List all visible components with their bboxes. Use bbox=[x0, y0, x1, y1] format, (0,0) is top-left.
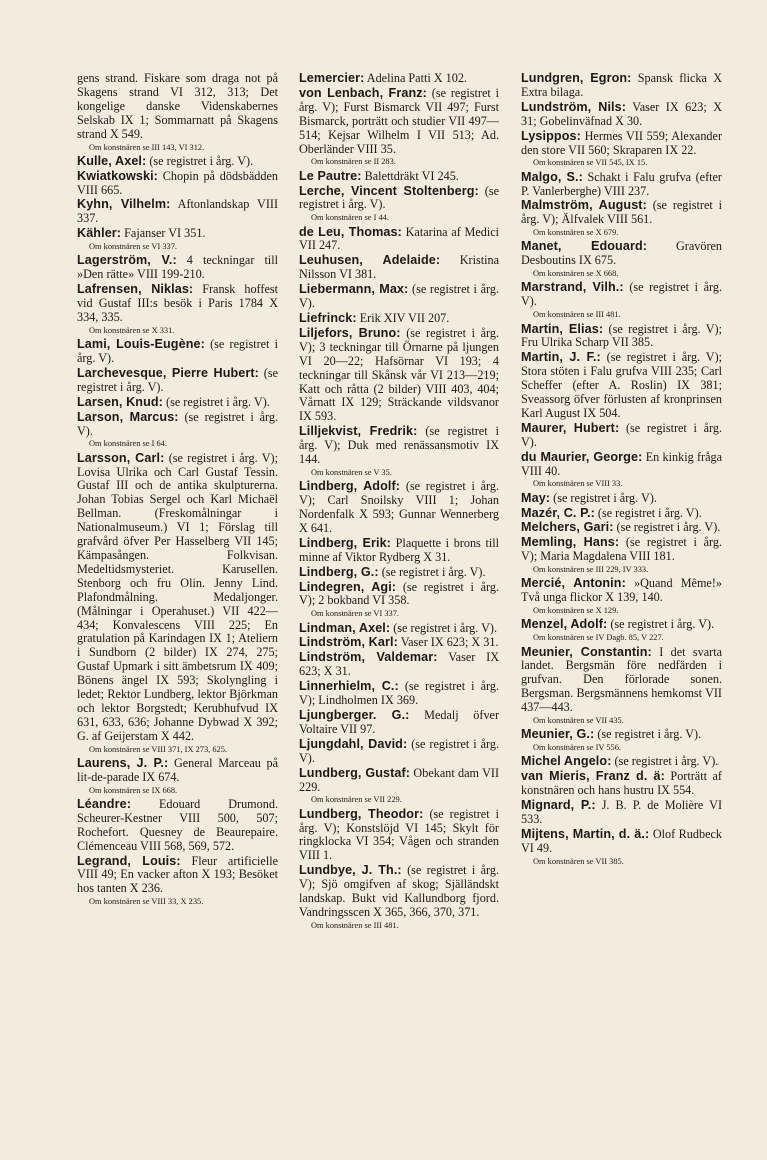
artist-name: du Maurier, George: bbox=[521, 449, 643, 464]
entry-text: gens strand. Fiskare som draga not på Skagens strand VI 312, 313; Det kongelige danske Videnskabernes Selskab IX 1; Sommarnatt på Skagens strand X 549. bbox=[77, 71, 278, 141]
register-entry bbox=[299, 636, 499, 650]
entry-text: Fleur artificielle VIII 49; En vacker afton X 193; Besöket hos tanten X 236. bbox=[77, 853, 278, 896]
artist-reference-note: Om konstnären se VIII 33. bbox=[533, 479, 623, 489]
entry-text: Balettdräkt VI 245. bbox=[364, 168, 459, 183]
artist-name: Liljefors, Bruno: bbox=[299, 325, 401, 340]
artist-name: von Lenbach, Franz: bbox=[299, 85, 427, 100]
register-entry bbox=[521, 577, 722, 605]
register-entry bbox=[299, 283, 499, 311]
artist-reference-note: Om konstnären se I 64. bbox=[89, 439, 167, 449]
artist-name: Lindman, Axel: bbox=[299, 620, 391, 635]
artist-name: Ljungdahl, David: bbox=[299, 736, 408, 751]
artist-name: Leuhusen, Adelaide: bbox=[299, 253, 441, 268]
register-entry bbox=[521, 770, 722, 798]
artist-name: Le Pautre: bbox=[299, 168, 362, 183]
register-entry bbox=[521, 521, 722, 535]
register-entry bbox=[299, 185, 499, 213]
entry-text: (se registret i årg. V). bbox=[610, 617, 715, 632]
register-entry bbox=[299, 425, 499, 467]
entry-text: (se registret i årg. V); 2 bokband VI 358. bbox=[299, 579, 500, 608]
entry-text: Fajanser VI 351. bbox=[124, 226, 206, 241]
artist-name: Melchers, Gari: bbox=[521, 520, 614, 535]
entry-text: Schakt i Falu grufva (efter P. Vanlerberghe) VIII 237. bbox=[521, 169, 722, 198]
entry-text: (se registret i årg. V). bbox=[381, 564, 486, 579]
artist-name: Lindström, Valdemar: bbox=[299, 650, 438, 665]
register-entry bbox=[77, 338, 278, 366]
artist-name: Lindberg, Adolf: bbox=[299, 479, 401, 494]
entry-text: (se registret i årg. V). bbox=[553, 490, 657, 505]
artist-name: Kyhn, Vilhelm: bbox=[77, 197, 171, 212]
artist-name: Léandre: bbox=[77, 796, 131, 811]
artist-name: Martin, Elias: bbox=[521, 321, 604, 336]
artist-reference-note: Om konstnären se X 668. bbox=[533, 269, 619, 279]
register-entry bbox=[521, 451, 722, 479]
entry-text: (se registret i årg. V); Älfvalek VIII 561. bbox=[521, 198, 722, 227]
entry-text: (se registret i årg. V). bbox=[77, 365, 278, 394]
register-entry bbox=[299, 226, 499, 254]
artist-name: Maurer, Hubert: bbox=[521, 420, 620, 435]
artist-name: May: bbox=[521, 490, 551, 505]
entry-text: (se registret i årg. V); Lovisa Ulrika och Carl Gustaf Tessin. Gustaf III och de antika skulpturerna. Johan Tobias Sergel och Karl Michaël Bellman. (Freskomålningar i Nationalmuseum.) VI 1; Förslag till grafvård öfver Per Hasselberg VII 145; Kämpasången. Folkvisan. Medeltidsmysteriet. Karusellen. Stenborg och fru Olin. Jenny Lind. Plafondmålning. Medaljonger. (Målningar i Operahuset.) VII 422—434; Konvalescens VIII 225; En gratulation på Karindagen IX 1; Ateliern i Sundborn (2 bilder) IX 274, 275; Gustaf Upmark i sitt ämbetsrum IX 409; Bönens ängel IX 593; Skolyngling i ledet; Rektor Lundberg, lektor Björkman och lektor Borgstedt; Kerubhufvud IX 631, 633, 636; Johanne Dybwad X 392; G. af Geijerstam X 442. bbox=[77, 450, 278, 743]
entry-text: »Quand Même!» Två unga flickor X 139, 140. bbox=[521, 576, 722, 605]
register-entry bbox=[521, 130, 722, 158]
entry-text: Olof Rudbeck VI 49. bbox=[521, 826, 722, 855]
entry-text: Katarina af Medici VII 247. bbox=[299, 224, 499, 253]
artist-name: Linnerhielm, C.: bbox=[299, 679, 399, 694]
register-entry bbox=[299, 480, 499, 536]
artist-name: Lemercier: bbox=[299, 71, 365, 85]
entry-text: Edouard Drumond. Scheurer-Kestner VIII 500, 507; Rochefort. Quesney de Beaurepaire. Clémenceau VIII 568, 569, 572. bbox=[77, 796, 278, 853]
artist-name: Lindberg, G.: bbox=[299, 564, 379, 579]
artist-reference-note: Om konstnären se X 331. bbox=[89, 325, 175, 335]
register-entry bbox=[521, 492, 722, 506]
register-entry bbox=[521, 199, 722, 227]
entry-text: (se registret i årg. V); Konstslöjd VI 145; Skylt för ringklocka VI 354; Vågen och stranden VIII 1. bbox=[299, 806, 500, 863]
register-entry bbox=[77, 227, 278, 241]
artist-name: Lami, Louis-Eugène: bbox=[77, 337, 205, 352]
entry-text: General Marceau på lit-de-parade IX 674. bbox=[77, 755, 279, 784]
artist-reference-note: Om konstnären se VII 229. bbox=[311, 795, 402, 805]
entry-text: (se registret i årg. V). bbox=[77, 409, 279, 438]
register-entry bbox=[299, 622, 499, 636]
register-entry bbox=[299, 327, 499, 424]
entry-text: Spansk flicka X Extra bilaga. bbox=[521, 71, 722, 99]
artist-name: Malmström, August: bbox=[521, 198, 647, 213]
artist-name: Meunier, Constantin: bbox=[521, 644, 652, 659]
register-entry bbox=[299, 808, 499, 864]
register-entry bbox=[77, 198, 278, 226]
entry-text: (se registret i årg. V). bbox=[521, 420, 722, 449]
entry-text: (se registret i årg. V). bbox=[521, 280, 723, 309]
artist-reference-note: Om konstnären se II 283. bbox=[311, 157, 396, 167]
column-2 bbox=[299, 72, 499, 933]
register-entry bbox=[521, 618, 722, 632]
artist-reference-note: Om konstnären se III 481. bbox=[311, 920, 399, 930]
register-entry bbox=[521, 281, 722, 309]
entry-text: Aftonlandskap VIII 337. bbox=[77, 197, 279, 226]
entry-text: (se registret i årg. V); Sjö omgifven af skog; Själländskt landskap. Bukt vid Kallundborg fjord. Vandringsscen X 365, 366, 370, 371. bbox=[299, 863, 500, 919]
register-entry bbox=[521, 323, 722, 351]
artist-reference-note: Om konstnären se V 35. bbox=[311, 467, 392, 477]
artist-reference-note: Om konstnären se IV 556. bbox=[533, 743, 622, 753]
register-entry bbox=[299, 651, 499, 679]
entry-text: (se registret i årg. V). bbox=[149, 153, 254, 168]
register-entry bbox=[521, 351, 722, 421]
entry-text: Erik XIV VII 207. bbox=[359, 311, 450, 325]
artist-reference-note: Om konstnären se III 481. bbox=[533, 310, 621, 320]
entry-text: En kinkig fråga VIII 40. bbox=[521, 449, 723, 478]
entry-text: Porträtt af konstnären och hans hustru IX 554. bbox=[521, 769, 722, 798]
artist-name: Lindberg, Erik: bbox=[299, 535, 391, 550]
artist-reference-note: Om konstnären se I 44. bbox=[311, 213, 389, 223]
artist-reference-note: Om konstnären se III 229, IV 333. bbox=[533, 565, 649, 575]
entry-text: 4 teckningar till »Den rätte» VIII 199-210. bbox=[77, 253, 278, 282]
artist-name: Kulle, Axel: bbox=[77, 153, 147, 168]
register-entry bbox=[299, 767, 499, 795]
register-entry bbox=[77, 170, 278, 198]
register-entry bbox=[77, 254, 278, 282]
artist-name: Malgo, S.: bbox=[521, 169, 583, 184]
entry-text: J. B. P. de Molière VI 533. bbox=[521, 798, 723, 826]
artist-reference-note: Om konstnären se IX 668. bbox=[89, 785, 178, 795]
entry-text: (se registret i årg. V). bbox=[299, 183, 499, 212]
artist-name: Lundberg, Gustaf: bbox=[299, 765, 411, 780]
entry-text: Hermes VII 559; Alexander den store VII 560; Skraparen IX 22. bbox=[521, 128, 722, 157]
column-3 bbox=[521, 72, 722, 869]
artist-name: Mijtens, Martin, d. ä.: bbox=[521, 826, 650, 841]
artist-name: Larsson, Carl: bbox=[77, 450, 165, 465]
entry-text: Plaquette i brons till minne af Viktor Rydberg X 31. bbox=[299, 535, 499, 564]
register-entry bbox=[299, 254, 499, 282]
artist-name: Lysippos: bbox=[521, 128, 581, 143]
register-entry bbox=[521, 536, 722, 564]
register-entry bbox=[77, 411, 278, 439]
register-entry bbox=[521, 422, 722, 450]
artist-name: Mignard, P.: bbox=[521, 798, 596, 813]
artist-name: Ljungberger. G.: bbox=[299, 707, 410, 722]
entry-text: (se registret i årg. V). bbox=[299, 736, 499, 765]
register-entry bbox=[299, 537, 499, 565]
register-entry bbox=[77, 367, 278, 395]
entry-text: (se registret i årg. V). bbox=[299, 282, 500, 311]
entry-text: (se registret i årg. V); Fru Ulrika Scharp VII 385. bbox=[521, 321, 722, 350]
artist-reference-note: Om konstnären se VI 337. bbox=[89, 242, 178, 252]
register-entry bbox=[521, 828, 722, 856]
register-entry bbox=[521, 171, 722, 199]
entry-text: Chopin på dödsbädden VIII 665. bbox=[77, 168, 278, 197]
entry-text: Obekant dam VII 229. bbox=[299, 765, 500, 794]
artist-name: Liefrinck: bbox=[299, 311, 357, 325]
entry-text: (se registret i årg. V); Furst Bismarck VII 497; Furst Bismarck, porträtt och studier VII 497—514; Kejsar Wilhelm I VII 513; Ad. Oberländer VIII 35. bbox=[299, 85, 500, 156]
entry-text: (se registret i årg. V). bbox=[166, 394, 270, 409]
register-entry bbox=[299, 581, 499, 609]
artist-name: Manet, Edouard: bbox=[521, 239, 648, 254]
artist-reference-note: Om konstnären se VI 337. bbox=[311, 609, 400, 619]
register-entry bbox=[521, 101, 722, 129]
register-entry bbox=[299, 709, 499, 737]
artist-name: Larson, Marcus: bbox=[77, 409, 179, 424]
register-entry bbox=[299, 566, 499, 580]
entry-text: (se registret i årg. V). bbox=[77, 337, 279, 366]
artist-reference-note: Om konstnären se VII 545, IX 15. bbox=[533, 158, 648, 168]
artist-name: Lundbye, J. Th.: bbox=[299, 863, 402, 878]
entry-text: Gravören Desboutins IX 675. bbox=[521, 239, 723, 268]
entry-text: (se registret i årg. V); Lindholmen IX 369. bbox=[299, 679, 500, 708]
artist-name: de Leu, Thomas: bbox=[299, 224, 402, 239]
artist-name: Liebermann, Max: bbox=[299, 282, 409, 297]
entry-text: Vaser IX 623; X 31. bbox=[400, 635, 499, 650]
register-entry bbox=[77, 452, 278, 744]
artist-name: Kähler: bbox=[77, 226, 122, 241]
entry-text: Adelina Patti X 102. bbox=[366, 71, 467, 85]
artist-reference-note: Om konstnären se VII 385. bbox=[533, 856, 624, 866]
entry-text: (se registret i årg. V). bbox=[614, 754, 719, 769]
entry-text: (se registret i årg. V). bbox=[616, 520, 721, 535]
entry-text: (se registret i årg. V). bbox=[597, 505, 702, 520]
artist-name: Memling, Hans: bbox=[521, 535, 620, 550]
artist-name: Lagerström, V.: bbox=[77, 253, 177, 268]
entry-text: (se registret i årg. V); Stora stöten i Falu grufva VIII 235; Carl Scheffer (efter A. Roslin) IX 381; Sveassorg öfver förlusten af kronprinsen Karl August IX 504. bbox=[521, 350, 723, 420]
register-entry bbox=[77, 798, 278, 854]
artist-name: Michel Angelo: bbox=[521, 754, 612, 769]
artist-name: van Mieris, Franz d. ä: bbox=[521, 769, 665, 784]
artist-reference-note: Om konstnären se X 679. bbox=[533, 228, 619, 238]
artist-name: Lundström, Nils: bbox=[521, 99, 627, 114]
entry-text: (se registret i årg. V). bbox=[597, 727, 702, 742]
register-entry bbox=[299, 680, 499, 708]
register-entry bbox=[521, 507, 722, 521]
artist-reference-note: Om konstnären se III 143, VI 312. bbox=[89, 142, 205, 152]
register-entry bbox=[299, 170, 499, 184]
register-entry bbox=[299, 72, 499, 86]
register-entry bbox=[77, 283, 278, 325]
artist-reference-note: Om konstnären se IV Dagb. 85, V 227. bbox=[533, 633, 664, 643]
artist-name: Mercié, Antonin: bbox=[521, 576, 626, 591]
register-entry bbox=[77, 757, 278, 785]
register-entry bbox=[521, 646, 722, 716]
artist-reference-note: Om konstnären se X 129. bbox=[533, 606, 619, 616]
artist-name: Lindegren, Agi: bbox=[299, 579, 397, 594]
entry-text: Medalj öfver Voltaire VII 97. bbox=[299, 707, 500, 736]
artist-name: Lerche, Vincent Stoltenberg: bbox=[299, 183, 479, 198]
register-entry bbox=[521, 240, 722, 268]
entry-text: (se registret i årg. V); Maria Magdalena VIII 181. bbox=[521, 535, 723, 564]
register-entry bbox=[299, 312, 499, 326]
artist-reference-note: Om konstnären se VIII 371, IX 273, 625. bbox=[89, 744, 228, 754]
register-entry bbox=[299, 87, 499, 157]
artist-name: Lafrensen, Niklas: bbox=[77, 282, 194, 297]
register-entry bbox=[77, 155, 278, 169]
artist-reference-note: Om konstnären se VII 435. bbox=[533, 716, 624, 726]
artist-name: Legrand, Louis: bbox=[77, 853, 181, 868]
entry-text: (se registret i årg. V); Duk med renässansmotiv IX 144. bbox=[299, 424, 499, 467]
artist-name: Lindström, Karl: bbox=[299, 635, 398, 650]
register-entry bbox=[299, 738, 499, 766]
register-entry bbox=[521, 799, 722, 827]
artist-name: Laurens, J. P.: bbox=[77, 755, 169, 770]
register-entry bbox=[521, 728, 722, 742]
entry-text: Vaser IX 623; X 31. bbox=[299, 650, 499, 679]
entry-text: Kristina Nilsson VI 381. bbox=[299, 253, 499, 282]
register-entry bbox=[77, 72, 278, 142]
artist-name: Meunier, G.: bbox=[521, 727, 595, 742]
artist-name: Lilljekvist, Fredrik: bbox=[299, 424, 418, 439]
artist-name: Menzel, Adolf: bbox=[521, 617, 608, 632]
register-entry bbox=[299, 864, 499, 920]
register-entry bbox=[521, 755, 722, 769]
entry-text: Vaser IX 623; X 31; Gobelinväfnad X 30. bbox=[521, 99, 723, 128]
column-1 bbox=[77, 72, 278, 909]
entry-text: Fransk hoffest vid Gustaf III:s besök i Paris 1784 X 334, 335. bbox=[77, 282, 278, 324]
artist-name: Mazér, C. P.: bbox=[521, 505, 595, 520]
entry-text: (se registret i årg. V). bbox=[393, 620, 498, 635]
artist-name: Lundgren, Egron: bbox=[521, 71, 632, 85]
register-entry bbox=[521, 72, 722, 100]
entry-text: (se registret i årg. V); Carl Snoilsky VIII 1; Johan Nordenfalk X 593; Gunnar Wennerberg X 641. bbox=[299, 479, 499, 535]
artist-name: Lundberg, Theodor: bbox=[299, 806, 424, 821]
artist-reference-note: Om konstnären se VIII 33, X 235. bbox=[89, 897, 204, 907]
artist-name: Martin, J. F.: bbox=[521, 350, 601, 365]
artist-name: Larchevesque, Pierre Hubert: bbox=[77, 365, 259, 380]
artist-name: Larsen, Knud: bbox=[77, 394, 163, 409]
artist-name: Marstrand, Vilh.: bbox=[521, 280, 624, 295]
register-entry bbox=[77, 396, 278, 410]
register-entry bbox=[77, 855, 278, 897]
entry-text: I det svarta landet. Bergsmän före nedfärden i grufvan. Den förlorade sonen. Bergsman. Bergsmännens hemkomst VII 437—443. bbox=[521, 644, 722, 715]
artist-name: Kwiatkowski: bbox=[77, 168, 158, 183]
entry-text: (se registret i årg. V); 3 teckningar till Örnarne på ljungen VI 20—22; Hafsörnar VI 193; 4 teckningar till Skånsk vår VI 213—219; Katt och råtta (2 bilder) VIII 403, 404; Vårnatt IX 129; Sträckande vildsvanor IX 593. bbox=[299, 325, 500, 424]
